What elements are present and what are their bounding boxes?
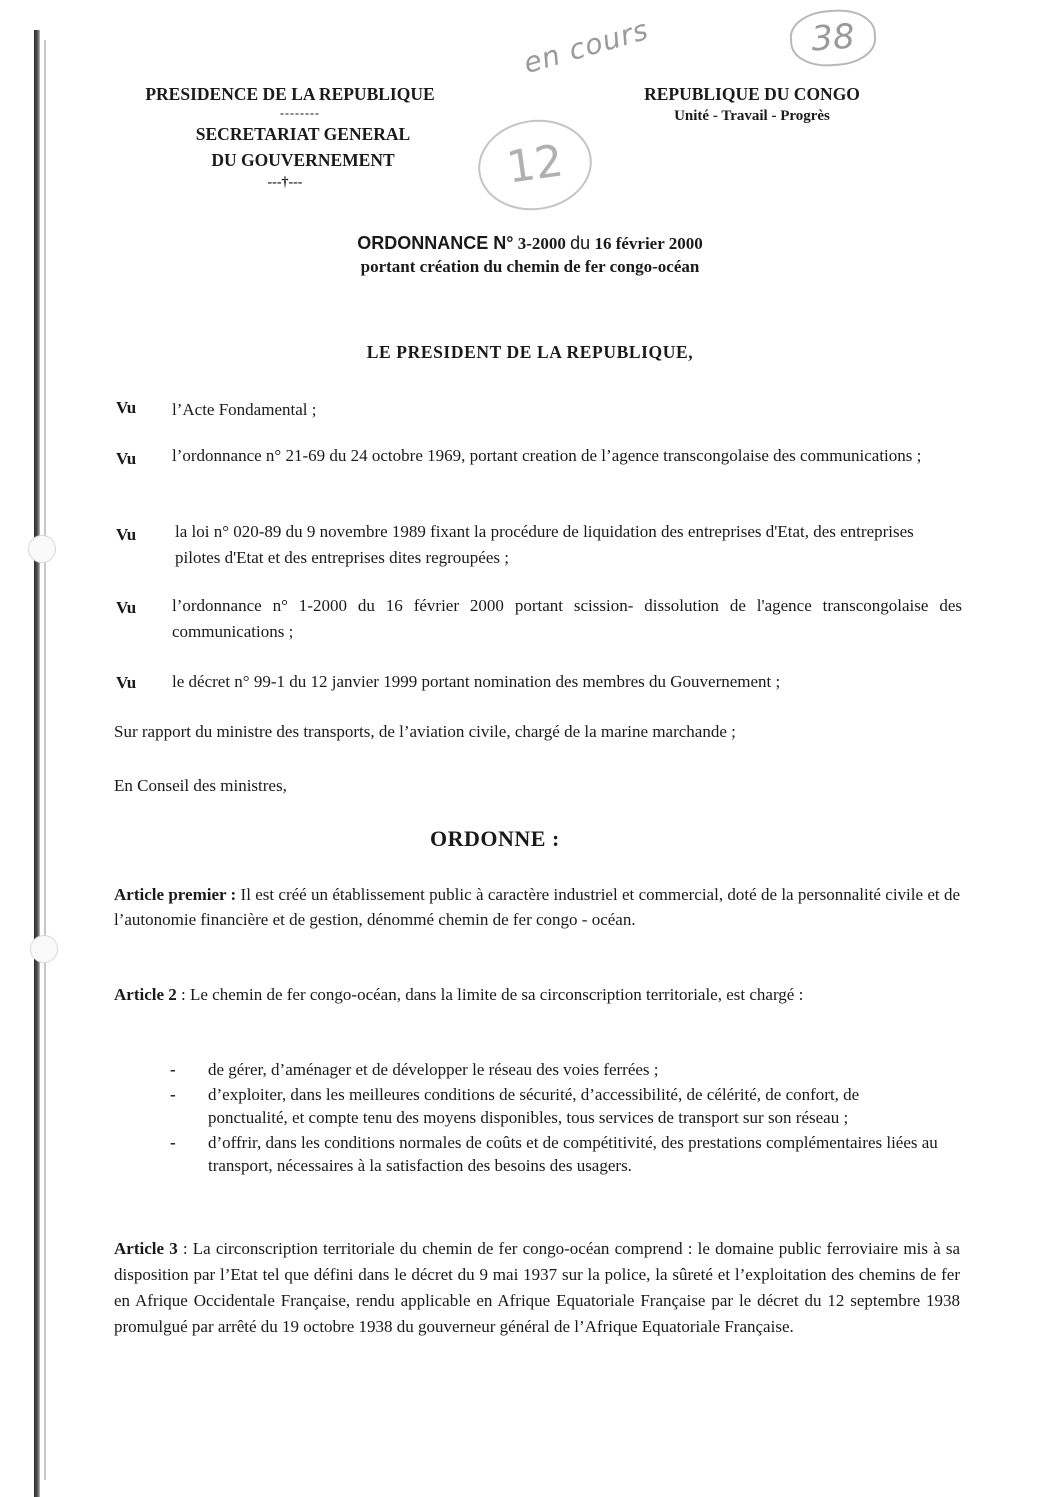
article-1-text: Il est créé un établissement public à caractère industriel et commercial, doté de la personnalité civile et de l’autonomie financière et de gestion, dénommé chemin de fer congo - océan. bbox=[114, 885, 960, 929]
header-separator: -------- bbox=[280, 106, 320, 120]
ordinance-subtitle: portant création du chemin de fer congo-océan bbox=[360, 257, 700, 276]
ordinance-date: 16 février 2000 bbox=[590, 234, 703, 253]
header-issuer bbox=[110, 84, 470, 191]
header-motto: Unité - Travail - Progrès bbox=[674, 108, 830, 124]
header-presidence: PRESIDENCE DE LA REPUBLIQUE bbox=[145, 84, 435, 104]
header-gouvernement: DU GOUVERNEMENT bbox=[211, 150, 395, 170]
header-republic: REPUBLIQUE DU CONGO bbox=[644, 84, 860, 104]
ordonne-heading: ORDONNE : bbox=[430, 826, 560, 851]
vu-item: le décret n° 99-1 du 12 janvier 1999 portant nomination des membres du Gouvernement ; bbox=[172, 672, 781, 691]
vu-item: la loi n° 020-89 du 9 novembre 1989 fixant la procédure de liquidation des entreprises d'Etat, des entreprises pilotes d'Etat et des entreprises dites regroupées ; bbox=[175, 522, 914, 567]
punch-hole bbox=[30, 935, 58, 963]
handwritten-note: en cours bbox=[519, 12, 653, 81]
list-item-text: d’offrir, dans les conditions normales de coûts et de compétitivité, des prestations complémentaires liées au transport, nécessaires à la satisfaction des besoins des usagers. bbox=[208, 1133, 938, 1175]
ordinance-du: du bbox=[570, 233, 591, 253]
bullet-dash: - bbox=[170, 1085, 176, 1104]
vu-item: l’ordonnance n° 21-69 du 24 octobre 1969, portant creation de l’agence transcongolaise des communications ; bbox=[172, 446, 922, 465]
vu-item: l’Acte Fondamental ; bbox=[172, 400, 317, 419]
article-2-text: : Le chemin de fer congo-océan, dans la limite de sa circonscription territoriale, est chargé : bbox=[176, 985, 804, 1004]
vu-label: Vu bbox=[116, 449, 137, 468]
ordinance-prefix: ORDONNANCE N° bbox=[357, 233, 514, 253]
vu-item: l’ordonnance n° 1-2000 du 16 février 2000 portant scission- dissolution de l'agence transcongolaise des communications ; bbox=[172, 596, 962, 641]
list-item-text: de gérer, d’aménager et de développer le réseau des voies ferrées ; bbox=[208, 1060, 659, 1079]
punch-hole bbox=[28, 535, 56, 563]
vu-label: Vu bbox=[116, 398, 137, 417]
article-3-label: Article 3 bbox=[114, 1239, 178, 1258]
bullet-dash: - bbox=[170, 1133, 176, 1152]
article-1 bbox=[114, 882, 960, 932]
sur-rapport: Sur rapport du ministre des transports, de l’aviation civile, chargé de la marine marchande ; bbox=[114, 722, 736, 741]
article-2 bbox=[114, 982, 960, 1007]
en-conseil: En Conseil des ministres, bbox=[114, 776, 287, 795]
article-2-list bbox=[170, 1058, 960, 1179]
handwritten-circled-number: 12 bbox=[472, 113, 597, 218]
bullet-dash: - bbox=[170, 1060, 176, 1079]
president-heading: LE PRESIDENT DE LA REPUBLIQUE, bbox=[366, 342, 694, 362]
vu-label: Vu bbox=[116, 598, 137, 617]
ordinance-number: 3-2000 bbox=[513, 234, 571, 253]
scan-binding-shadow bbox=[44, 40, 46, 1480]
article-2-label: Article 2 bbox=[114, 985, 177, 1004]
vu-label: Vu bbox=[116, 525, 137, 544]
vu-label: Vu bbox=[116, 673, 137, 692]
article-3 bbox=[114, 1236, 960, 1340]
header-secretariat: SECRETARIAT GENERAL bbox=[195, 124, 411, 144]
list-item bbox=[170, 1058, 960, 1081]
article-1-label: Article premier : bbox=[114, 885, 237, 904]
list-item bbox=[170, 1083, 960, 1129]
list-item-text: d’exploiter, dans les meilleures conditions de sécurité, d’accessibilité, de célérité, de confort, de ponctualité, et compte tenu des moyens disponibles, tous services de transport sur son réseau ; bbox=[208, 1085, 860, 1127]
handwritten-page-number: 38 bbox=[788, 7, 878, 69]
article-3-text: : La circonscription territoriale du chemin de fer congo-océan comprend : le domaine public ferroviaire mis à sa disposition par l’Etat tel que défini dans le décret du 9 mai 1937 sur la police, la sûreté et l’exploitation des chemins de fer en Afrique Occidentale Française, rendu applicable en Afrique Equatoriale Française par le décret du 12 septembre 1938 promulgué par arrêté du 19 octobre 1938 du gouverneur général de l’Afrique Equatoriale Française. bbox=[114, 1239, 960, 1336]
list-item bbox=[170, 1131, 960, 1177]
ordinance-number-line bbox=[270, 233, 790, 254]
header-country bbox=[612, 84, 892, 127]
header-separator-mark: ---†--- bbox=[267, 175, 303, 190]
scan-binding-edge bbox=[34, 30, 40, 1497]
ordinance-title bbox=[270, 233, 790, 280]
